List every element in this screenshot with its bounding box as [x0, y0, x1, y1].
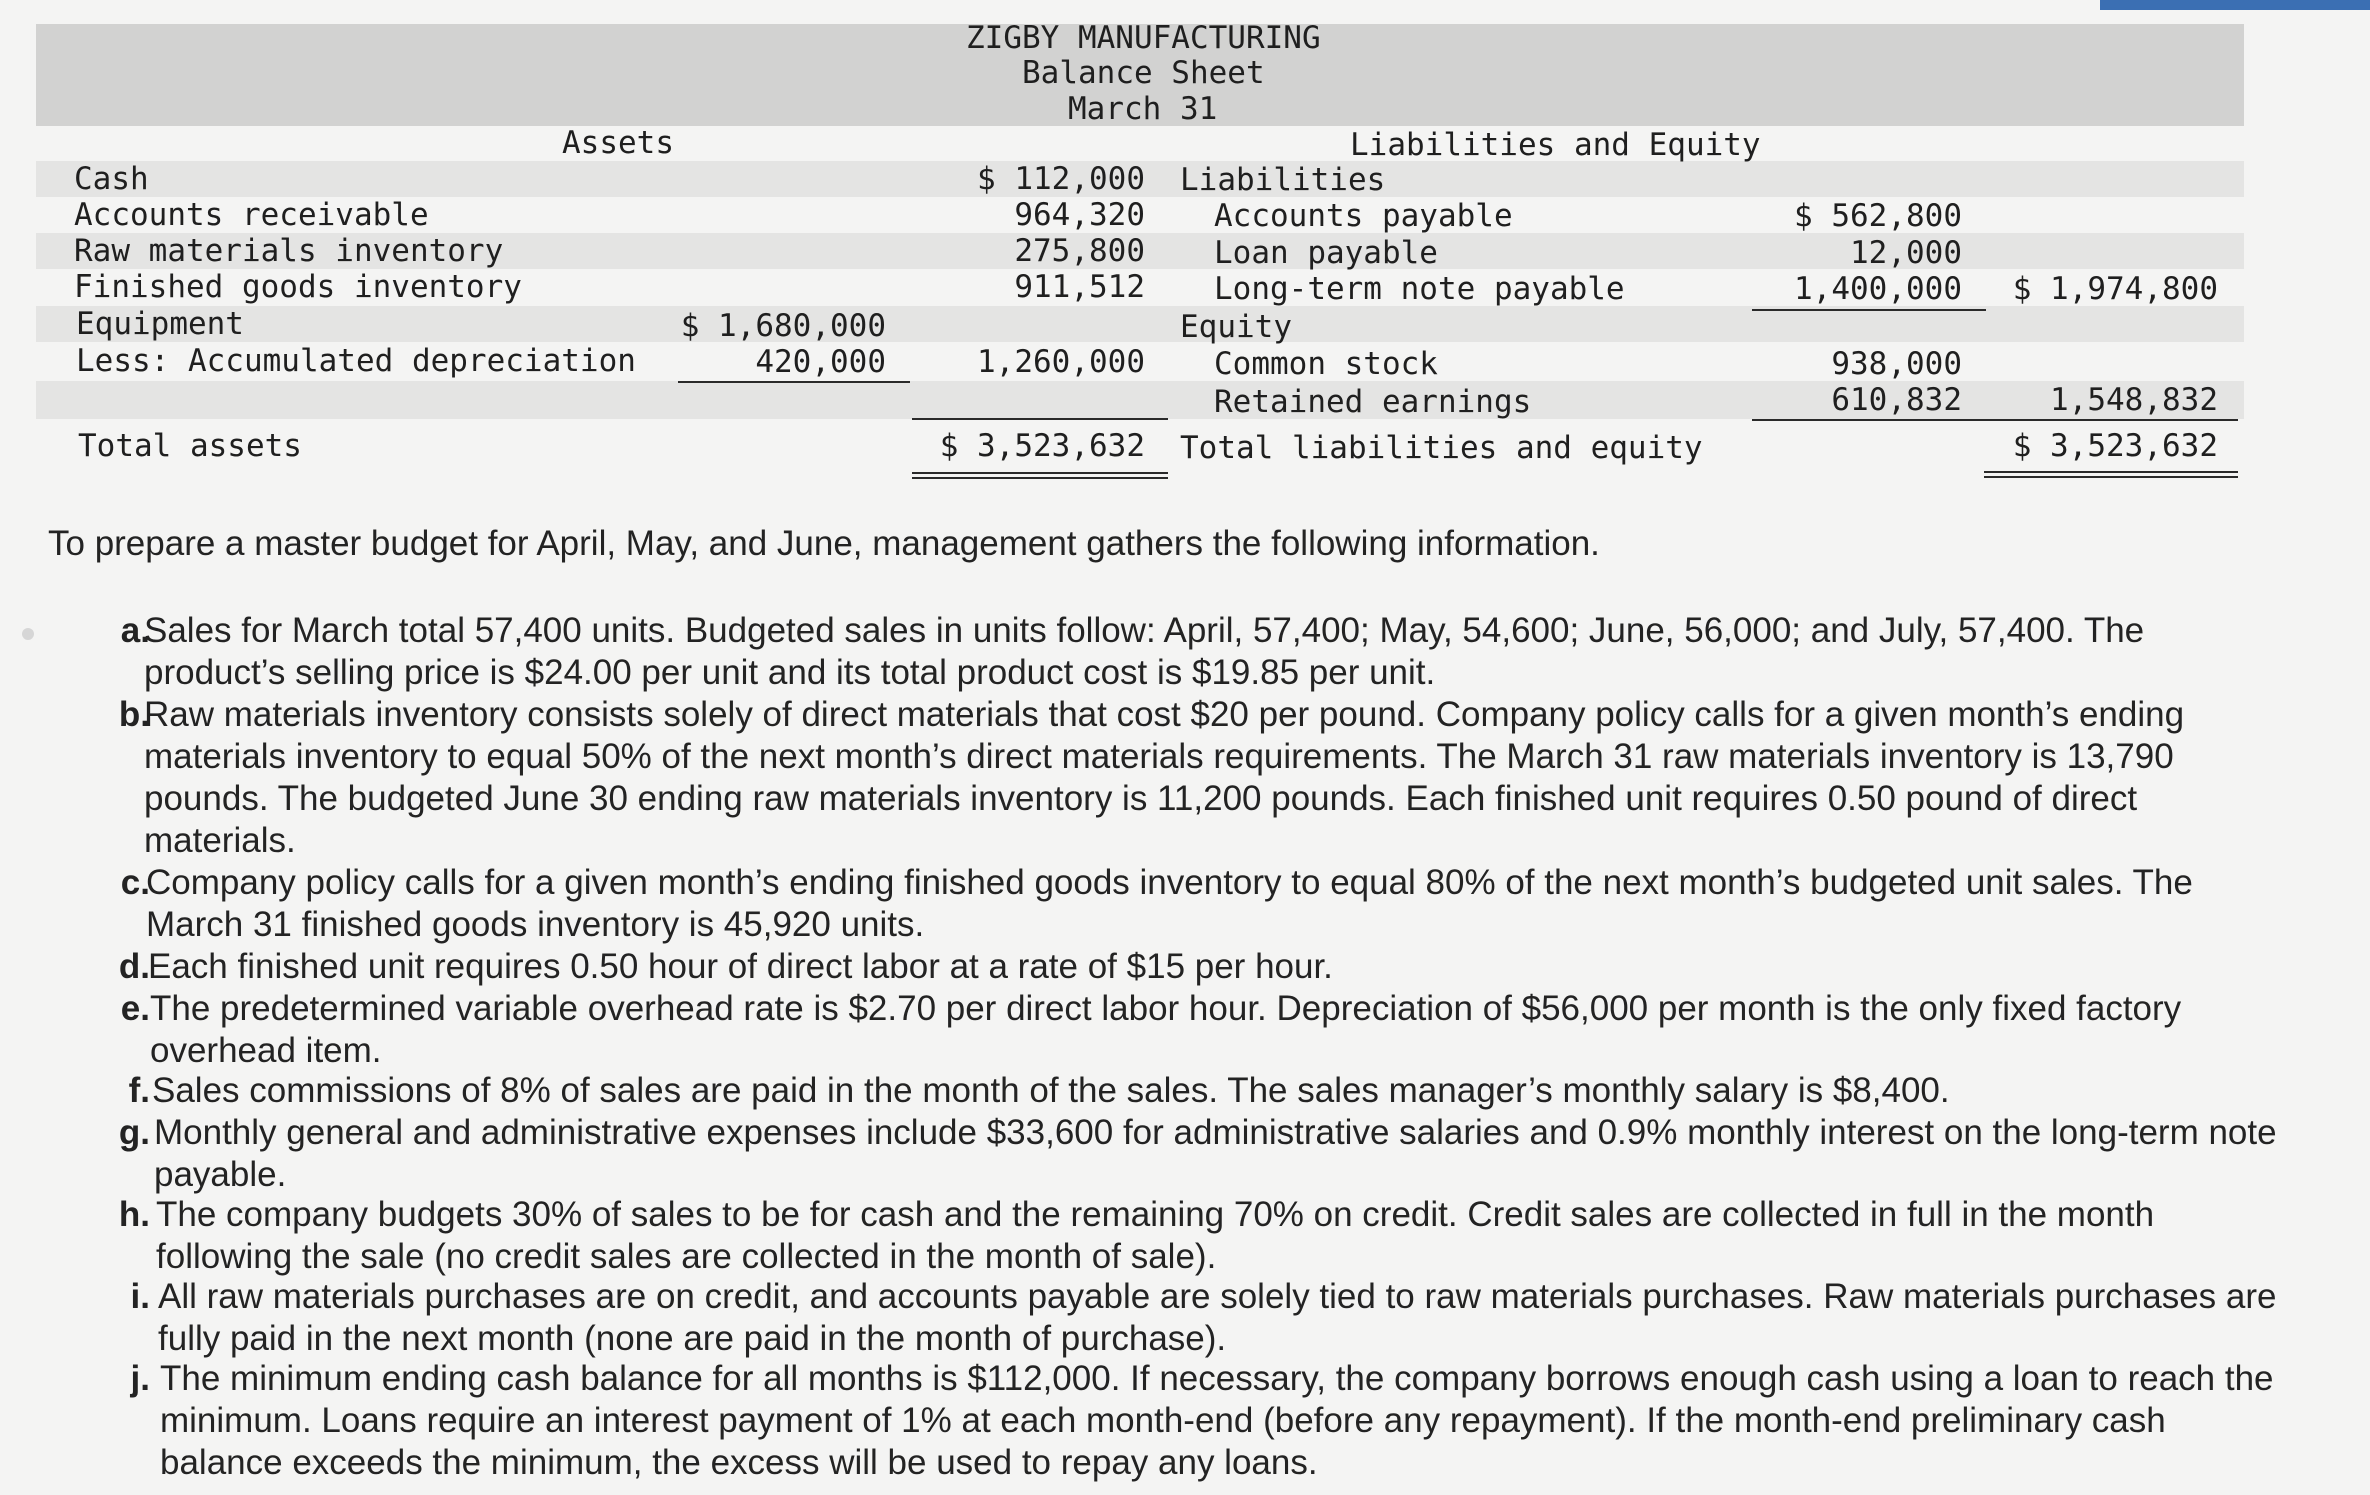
item-label: c. [120, 863, 150, 902]
retained-earnings-label: Retained earnings [1214, 384, 1532, 420]
lt-note-label: Long-term note payable [1214, 271, 1625, 307]
statement-date: March 31 [1068, 91, 1218, 127]
item-text: All raw materials purchases are on credit, and accounts payable are solely tied to raw materials purchases. Raw materials purchases are fully paid in the next month (none are paid in the month of purchase). [158, 1277, 2277, 1358]
total-liab-equity-value: $ 3,523,632 [2012, 428, 2218, 464]
item-text: Monthly general and administrative expenses include $33,600 for administrative salaries and 0.9% monthly interest on the long-term note payable. [154, 1113, 2277, 1194]
equipment-value: $ 1,680,000 [680, 308, 886, 344]
item-text: Raw materials inventory consists solely of direct materials that cost $20 per pound. Company policy calls for a given month’s ending materials inventory to equal 50% of the next month’s direct materials requirements. The March 31 raw materials inventory is 13,790 pounds. The budgeted June 30 ending raw materials inventory is 11,200 pounds. Each finished unit requires 0.50 pound of direct materials. [144, 695, 2185, 860]
double-underline [1984, 471, 2238, 473]
double-underline [912, 477, 1168, 479]
row-strip [36, 306, 2244, 342]
equity-label: Equity [1180, 309, 1292, 345]
accum-depreciation-label: Less: Accumulated depreciation [76, 343, 636, 379]
net-equipment-value: 1,260,000 [977, 344, 1145, 380]
ap-value: $ 562,800 [1794, 198, 1962, 234]
statement-title: Balance Sheet [1022, 55, 1265, 91]
item-label: i. [130, 1277, 150, 1316]
underline [912, 418, 1168, 420]
common-stock-label: Common stock [1214, 346, 1438, 382]
underline [1752, 309, 1986, 311]
raw-materials-label: Raw materials inventory [74, 233, 504, 269]
finished-goods-label: Finished goods inventory [74, 269, 522, 305]
item-label: h. [118, 1195, 150, 1234]
liabilities-label: Liabilities [1180, 162, 1386, 198]
loan-label: Loan payable [1214, 235, 1438, 271]
finished-goods-value: 911,512 [1014, 269, 1145, 305]
cash-label: Cash [74, 161, 149, 197]
underline [1984, 419, 2238, 421]
item-label: f. [128, 1071, 150, 1110]
equipment-label: Equipment [76, 306, 244, 342]
item-text: The company budgets 30% of sales to be for cash and the remaining 70% on credit. Credit sales are collected in full in the month following the sale (no credit sales are collected in the month of sale). [156, 1195, 2155, 1276]
item-label: d. [118, 947, 150, 986]
total-equity-value: 1,548,832 [2050, 382, 2218, 418]
item-label: e. [120, 989, 150, 1028]
lt-note-value: 1,400,000 [1794, 271, 1962, 307]
ar-value: 964,320 [1014, 197, 1145, 233]
raw-materials-value: 275,800 [1014, 233, 1145, 269]
item-label: j. [130, 1359, 150, 1398]
item-text: The minimum ending cash balance for all months is $112,000. If necessary, the company borrows enough cash using a loan to reach the minimum. Loans require an interest payment of 1% at each month-end (before any repayment). If the month-end preliminary cash balance exceeds the minimum, the excess will be used to repay any loans. [160, 1359, 2274, 1482]
item-label: b. [118, 695, 150, 734]
common-stock-value: 938,000 [1831, 346, 1962, 382]
underline [678, 381, 910, 383]
margin-dot [22, 628, 34, 640]
loan-value: 12,000 [1850, 235, 1962, 271]
total-liab-equity-label: Total liabilities and equity [1180, 430, 1703, 466]
double-underline [912, 472, 1168, 474]
cash-value: $ 112,000 [977, 161, 1145, 197]
liabilities-equity-heading: Liabilities and Equity [1350, 127, 1761, 163]
item-text: Sales commissions of 8% of sales are paid in the month of the sales. The sales manager’s monthly salary is $8,400. [152, 1071, 1950, 1110]
ap-label: Accounts payable [1214, 198, 1513, 234]
item-label: g. [118, 1113, 150, 1152]
item-text: The predetermined variable overhead rate is $2.70 per direct labor hour. Depreciation of $56,000 per month is the only fixed factory overhead item. [150, 989, 2182, 1070]
underline [1752, 419, 1986, 421]
item-label: a. [120, 611, 150, 650]
total-assets-label: Total assets [78, 428, 302, 464]
double-underline [1984, 476, 2238, 478]
assets-heading: Assets [562, 125, 674, 161]
top-accent-bar [2100, 0, 2370, 10]
intro-text: To prepare a master budget for April, May, and June, management gathers the following information. [48, 524, 1600, 563]
item-text: Sales for March total 57,400 units. Budgeted sales in units follow: April, 57,400; May, 54,600; June, 56,000; and July, 57,400. The product’s selling price is $24.00 per unit and its total product cost is $19.85 per unit. [144, 611, 2145, 692]
total-assets-value: $ 3,523,632 [939, 428, 1145, 464]
item-text: Each finished unit requires 0.50 hour of direct labor at a rate of $15 per hour. [148, 947, 1333, 986]
accum-depreciation-value: 420,000 [755, 344, 886, 380]
ar-label: Accounts receivable [74, 197, 429, 233]
company-name: ZIGBY MANUFACTURING [966, 20, 1321, 56]
item-text: Company policy calls for a given month’s ending finished goods inventory to equal 80% of the next month’s budgeted unit sales. The March 31 finished goods inventory is 45,920 units. [146, 863, 2193, 944]
total-liabilities-value: $ 1,974,800 [2012, 271, 2218, 307]
retained-earnings-value: 610,832 [1831, 382, 1962, 418]
